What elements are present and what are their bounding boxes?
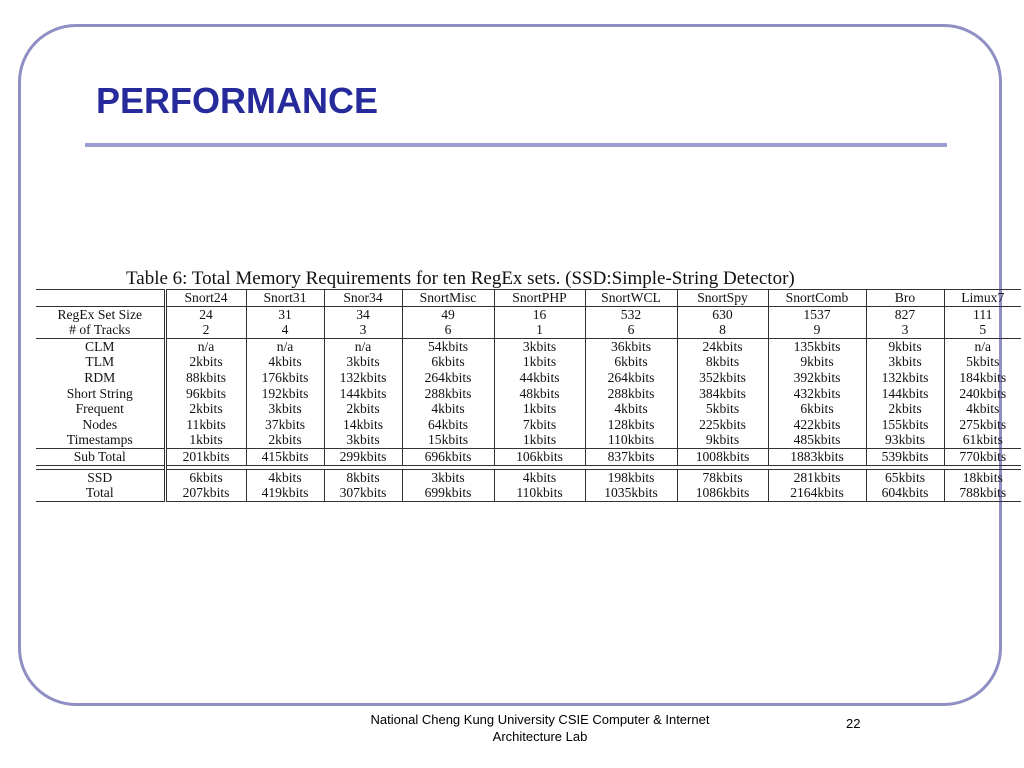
table-cell: 281kbits [768, 469, 866, 485]
table-cell: 4kbits [246, 469, 324, 485]
table-cell: 1kbits [494, 354, 585, 370]
table-cell: 352kbits [677, 370, 768, 386]
table-cell: 16 [494, 306, 585, 322]
table-cell: 11kbits [186, 416, 226, 432]
table-cell: 96kbits [185, 385, 227, 401]
column-header: Snort31 [246, 290, 324, 307]
table-cell: 184kbits [944, 370, 1021, 386]
table-cell: 5 [944, 322, 1021, 338]
table-cell: 415kbits [246, 448, 324, 465]
column-header: Snor34 [324, 290, 402, 307]
table-cell: 2kbits [189, 354, 223, 370]
table-row [36, 469, 1021, 485]
table-cell: 24kbits [677, 338, 768, 354]
table-row [36, 338, 1021, 354]
table-cell: 2kbits [324, 401, 402, 417]
table-cell: 6 [585, 322, 677, 338]
table-row [36, 322, 1021, 338]
column-header: SnortMisc [402, 290, 494, 307]
table-cell: 539kbits [866, 448, 944, 465]
column-header: SnortSpy [677, 290, 768, 307]
table-cell: 485kbits [768, 432, 866, 448]
table-cell: 128kbits [585, 417, 677, 433]
table-cell: 14kbits [324, 417, 402, 433]
table-cell: n/a [944, 338, 1021, 354]
table-cell: 299kbits [324, 448, 402, 465]
table-row [36, 432, 1021, 448]
table-cell: 44kbits [494, 370, 585, 386]
table-cell: 4kbits [494, 469, 585, 485]
table-cell: 24 [199, 306, 213, 322]
table-cell: 384kbits [677, 386, 768, 402]
memory-requirements-table [36, 289, 1021, 502]
table-cell: 93kbits [866, 432, 944, 448]
table-cell: 88kbits [185, 369, 227, 385]
table-row [36, 306, 1021, 322]
subtotal-row [36, 448, 1021, 465]
table-cell: 630 [677, 306, 768, 322]
table-cell: 699kbits [402, 485, 494, 501]
table-cell: 18kbits [944, 469, 1021, 485]
table-cell: 9kbits [677, 432, 768, 448]
table-cell: 176kbits [246, 370, 324, 386]
table-cell: 61kbits [944, 432, 1021, 448]
table-cell: 827 [866, 306, 944, 322]
table-cell: 132kbits [866, 370, 944, 386]
row-label: RDM [36, 370, 165, 386]
row-label: CLM [36, 338, 165, 354]
table-cell: 422kbits [768, 417, 866, 433]
table-cell: 2 [165, 322, 246, 338]
table-cell: 6kbits [402, 354, 494, 370]
table-cell: 264kbits [402, 370, 494, 386]
table-cell: 6kbits [585, 354, 677, 370]
table-cell: 34 [324, 306, 402, 322]
table-cell: 54kbits [402, 338, 494, 354]
table-cell: 8kbits [324, 469, 402, 485]
table-cell: 532 [585, 306, 677, 322]
table-cell: 36kbits [585, 338, 677, 354]
table-cell: 1008kbits [677, 448, 768, 465]
table-cell: 7kbits [494, 417, 585, 433]
table-cell: 106kbits [494, 448, 585, 465]
table-cell: 155kbits [866, 417, 944, 433]
table-cell: 8kbits [677, 354, 768, 370]
table-cell: 2kbits [866, 401, 944, 417]
table-cell: 3 [866, 322, 944, 338]
table-cell: 9kbits [768, 354, 866, 370]
row-label: Nodes [36, 417, 165, 433]
table-cell: 207kbits [165, 485, 246, 501]
table-cell: 1kbits [494, 401, 585, 417]
table-cell: 1086kbits [677, 485, 768, 501]
table-cell: 37kbits [246, 417, 324, 433]
table-cell: 201kbits [165, 448, 246, 465]
table-cell: 770kbits [944, 448, 1021, 465]
table-cell: 110kbits [585, 432, 677, 448]
table-cell: 2164kbits [768, 485, 866, 501]
table-cell: 4kbits [585, 401, 677, 417]
table-cell: 135kbits [768, 338, 866, 354]
table-cell: 696kbits [402, 448, 494, 465]
row-label: Frequent [36, 401, 165, 417]
table-cell: 264kbits [585, 370, 677, 386]
header-row [36, 290, 1021, 307]
table-cell: 3kbits [494, 338, 585, 354]
row-label: Total [36, 485, 165, 501]
table-cell: 225kbits [677, 417, 768, 433]
table-cell: 78kbits [677, 469, 768, 485]
table-cell: 5kbits [944, 354, 1021, 370]
row-label: Timestamps [36, 432, 165, 448]
column-header: Bro [866, 290, 944, 307]
table-cell: 1035kbits [585, 485, 677, 501]
table-row [36, 401, 1021, 417]
table-cell: 111 [944, 306, 1021, 322]
table-cell: 419kbits [246, 485, 324, 501]
table-cell: n/a [246, 338, 324, 354]
table-cell: 192kbits [246, 386, 324, 402]
table-cell: 31 [246, 306, 324, 322]
table-cell: 3kbits [402, 469, 494, 485]
table-cell: 144kbits [866, 386, 944, 402]
table-cell: 392kbits [768, 370, 866, 386]
table-row [36, 485, 1021, 501]
table-cell: 837kbits [585, 448, 677, 465]
table-cell: 2kbits [189, 401, 223, 417]
column-header: SnortWCL [585, 290, 677, 307]
table-caption: Table 6: Total Memory Requirements for ten RegEx sets. (SSD:Simple-String Detector) [126, 268, 795, 289]
table-cell: 5kbits [677, 401, 768, 417]
table-cell: n/a [324, 338, 402, 354]
table-cell: 9 [768, 322, 866, 338]
table-row [36, 370, 1021, 386]
row-label: RegEx Set Size [36, 306, 165, 322]
header-corner [36, 290, 165, 307]
table-cell: 198kbits [585, 469, 677, 485]
table-cell: 48kbits [494, 386, 585, 402]
table-cell: 65kbits [866, 469, 944, 485]
table-cell: n/a [197, 338, 215, 354]
table-cell: 6 [402, 322, 494, 338]
column-header: SnortPHP [494, 290, 585, 307]
table-cell: 110kbits [494, 485, 585, 501]
title-underline [85, 143, 947, 147]
table-cell: 240kbits [944, 386, 1021, 402]
table-cell: 3kbits [866, 354, 944, 370]
column-header: Snort24 [165, 290, 246, 307]
footer-text: National Cheng Kung University CSIE Computer & Internet Architecture Lab [370, 712, 710, 744]
table-cell: 3kbits [324, 432, 402, 448]
table-cell: 4kbits [402, 401, 494, 417]
table-cell: 288kbits [402, 386, 494, 402]
table-cell: 3 [324, 322, 402, 338]
table-cell: 275kbits [944, 417, 1021, 433]
table-cell: 1537 [768, 306, 866, 322]
table-cell: 288kbits [585, 386, 677, 402]
table-cell: 3kbits [324, 354, 402, 370]
row-label: Sub Total [36, 448, 165, 465]
column-header: Limux7 [944, 290, 1021, 307]
table-cell: 4 [246, 322, 324, 338]
table-cell: 4kbits [246, 354, 324, 370]
table-cell: 1883kbits [768, 448, 866, 465]
row-label: TLM [36, 354, 165, 370]
table-cell: 15kbits [402, 432, 494, 448]
table-cell: 307kbits [324, 485, 402, 501]
table-cell: 432kbits [768, 386, 866, 402]
table-cell: 8 [677, 322, 768, 338]
table-row [36, 417, 1021, 433]
table-cell: 1kbits [494, 432, 585, 448]
column-header: SnortComb [768, 290, 866, 307]
table-cell: 6kbits [189, 469, 223, 485]
table-row [36, 354, 1021, 370]
table-cell: 144kbits [324, 386, 402, 402]
table-cell: 1kbits [189, 432, 223, 448]
table-cell: 2kbits [246, 432, 324, 448]
table-cell: 788kbits [944, 485, 1021, 501]
table-row [36, 386, 1021, 402]
slide-title: PERFORMANCE [96, 80, 379, 121]
table-cell: 64kbits [402, 417, 494, 433]
table-cell: 6kbits [768, 401, 866, 417]
table-cell: 4kbits [944, 401, 1021, 417]
table-cell: 132kbits [324, 370, 402, 386]
row-label: Short String [36, 386, 165, 402]
row-label: # of Tracks [36, 322, 165, 338]
row-label: SSD [36, 469, 165, 485]
table-cell: 49 [402, 306, 494, 322]
table-cell: 604kbits [866, 485, 944, 501]
table-cell: 3kbits [246, 401, 324, 417]
table-cell: 1 [494, 322, 585, 338]
table-cell: 9kbits [866, 338, 944, 354]
page-number: 22 [846, 716, 861, 731]
